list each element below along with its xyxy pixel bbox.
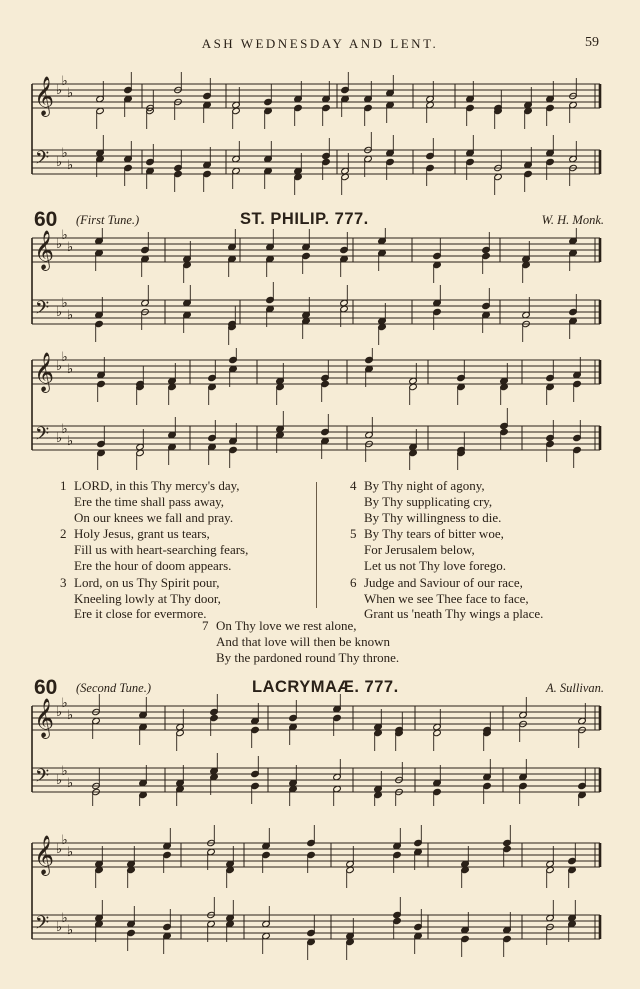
tune-title: ST. PHILIP. 777. — [240, 210, 369, 228]
running-title: ASH WEDNESDAY AND LENT. — [201, 36, 439, 51]
stanza-number: 3 — [60, 574, 67, 590]
verse-text: Let us not Thy love forego. — [364, 557, 507, 573]
flat-icon: ♭ — [67, 776, 74, 791]
treble-clef-icon: 𝄞 — [34, 835, 55, 875]
flat-icon: ♭ — [56, 920, 63, 935]
stanza — [60, 526, 248, 573]
verse-line — [60, 478, 248, 494]
treble-clef-icon: 𝄞 — [34, 76, 55, 116]
flat-icon: ♭ — [56, 359, 63, 374]
bass-clef-icon: 𝄢 — [35, 298, 50, 323]
verse-text: Kneeling lowly at Thy door, — [74, 590, 221, 606]
flat-icon: ♭ — [67, 845, 74, 860]
bass-clef-icon: 𝄢 — [35, 913, 50, 938]
treble-clef-icon: 𝄞 — [34, 698, 55, 738]
music-system-lacrymae-1 — [0, 694, 640, 806]
verse-line — [202, 634, 399, 650]
flat-icon: ♭ — [61, 911, 68, 926]
flat-icon: ♭ — [61, 74, 68, 89]
stanza-number: 1 — [60, 478, 67, 493]
hymn-number: 60 — [34, 676, 58, 699]
verse-text: On Thy love we rest alone, — [216, 618, 357, 633]
verse-line — [350, 575, 543, 591]
flat-icon: ♭ — [56, 83, 63, 98]
flat-icon: ♭ — [61, 350, 68, 365]
hymn-verses — [0, 478, 640, 663]
verse-text: By Thy night of agony, — [364, 478, 485, 493]
music-system-top — [0, 70, 640, 195]
verse-text: Fill us with heart-searching fears, — [74, 542, 249, 558]
treble-clef-icon: 𝄞 — [34, 230, 55, 270]
stanza — [350, 478, 543, 525]
treble-clef-icon: 𝄞 — [34, 352, 55, 392]
stanza — [350, 575, 543, 622]
verse-text: On our knees we fall and pray. — [74, 509, 234, 525]
verse-text: Lord, on us Thy Spirit pour, — [74, 574, 220, 590]
flat-icon: ♭ — [67, 708, 74, 723]
tune-label: (First Tune.) — [76, 213, 140, 227]
tune-label: (Second Tune.) — [76, 681, 151, 695]
verse-line — [350, 558, 543, 574]
verse-text: Grant us 'neath Thy wings a place. — [364, 606, 544, 622]
verses-left-column — [60, 478, 248, 623]
verse-line — [202, 618, 399, 634]
music-system-lacrymae-2 — [0, 815, 640, 965]
flat-icon: ♭ — [56, 842, 63, 857]
verse-line — [60, 526, 248, 542]
verse-text: LORD, in this Thy mercy's day, — [74, 478, 240, 493]
column-divider — [316, 482, 317, 608]
flat-icon: ♭ — [61, 833, 68, 848]
verse-text: By the pardoned round Thy throne. — [216, 649, 400, 665]
flat-icon: ♭ — [56, 773, 63, 788]
verse-line — [202, 650, 399, 666]
verse-text: By Thy willingness to die. — [364, 509, 502, 525]
stanza — [60, 575, 248, 622]
verse-text: Ere it close for evermore. — [74, 606, 207, 622]
music-system-st-philip-2 — [0, 348, 640, 470]
final-stanza — [202, 618, 399, 665]
flat-icon: ♭ — [67, 362, 74, 377]
flat-icon: ♭ — [56, 305, 63, 320]
flat-icon: ♭ — [56, 431, 63, 446]
flat-icon: ♭ — [61, 422, 68, 437]
verse-line — [60, 591, 248, 607]
flat-icon: ♭ — [56, 705, 63, 720]
verse-text: By Thy tears of bitter woe, — [364, 526, 504, 542]
tune-title: LACRYMAÆ. 777. — [252, 678, 399, 696]
composer: W. H. Monk. — [541, 213, 604, 227]
verse-text: For Jerusalem below, — [364, 542, 475, 558]
verse-text: When we see Thee face to face, — [364, 590, 529, 606]
bass-clef-icon: 𝄢 — [35, 766, 50, 791]
verse-line — [60, 510, 248, 526]
verses-right-column — [350, 478, 543, 623]
stanza-number: 7 — [202, 618, 209, 633]
flat-icon: ♭ — [61, 146, 68, 161]
verse-line — [60, 494, 248, 510]
stanza — [60, 478, 248, 525]
music-system-st-philip-1 — [0, 228, 640, 346]
stanza-number: 5 — [350, 526, 357, 542]
verse-line — [350, 526, 543, 542]
verse-line — [350, 510, 543, 526]
verse-line — [350, 542, 543, 558]
stanza-number: 4 — [350, 478, 357, 493]
verse-line — [350, 494, 543, 510]
hymn-number: 60 — [34, 208, 58, 231]
page-number: 59 — [585, 35, 599, 50]
verse-text: And that love will then be known — [216, 633, 391, 649]
verse-line — [350, 478, 543, 494]
flat-icon: ♭ — [61, 228, 68, 243]
stanza-number: 2 — [60, 526, 67, 542]
bass-clef-icon: 𝄢 — [35, 424, 50, 449]
verse-line — [60, 575, 248, 591]
flat-icon: ♭ — [67, 86, 74, 101]
verse-line — [60, 558, 248, 574]
flat-icon: ♭ — [67, 240, 74, 255]
verse-line — [60, 542, 248, 558]
composer: A. Sullivan. — [546, 681, 604, 695]
flat-icon: ♭ — [67, 158, 74, 173]
flat-icon: ♭ — [67, 923, 74, 938]
flat-icon: ♭ — [67, 308, 74, 323]
verse-text: Holy Jesus, grant us tears, — [74, 526, 210, 542]
flat-icon: ♭ — [56, 155, 63, 170]
stanza-number: 6 — [350, 574, 357, 590]
flat-icon: ♭ — [56, 237, 63, 252]
flat-icon: ♭ — [61, 696, 68, 711]
flat-icon: ♭ — [67, 434, 74, 449]
verse-text: Ere the hour of doom appears. — [74, 557, 232, 573]
verse-line — [350, 591, 543, 607]
flat-icon: ♭ — [61, 296, 68, 311]
bass-clef-icon: 𝄢 — [35, 148, 50, 173]
verse-text: Judge and Saviour of our race, — [364, 574, 523, 590]
flat-icon: ♭ — [61, 764, 68, 779]
verse-text: By Thy supplicating cry, — [364, 493, 493, 509]
verse-text: Ere the time shall pass away, — [74, 493, 225, 509]
stanza — [350, 526, 543, 573]
